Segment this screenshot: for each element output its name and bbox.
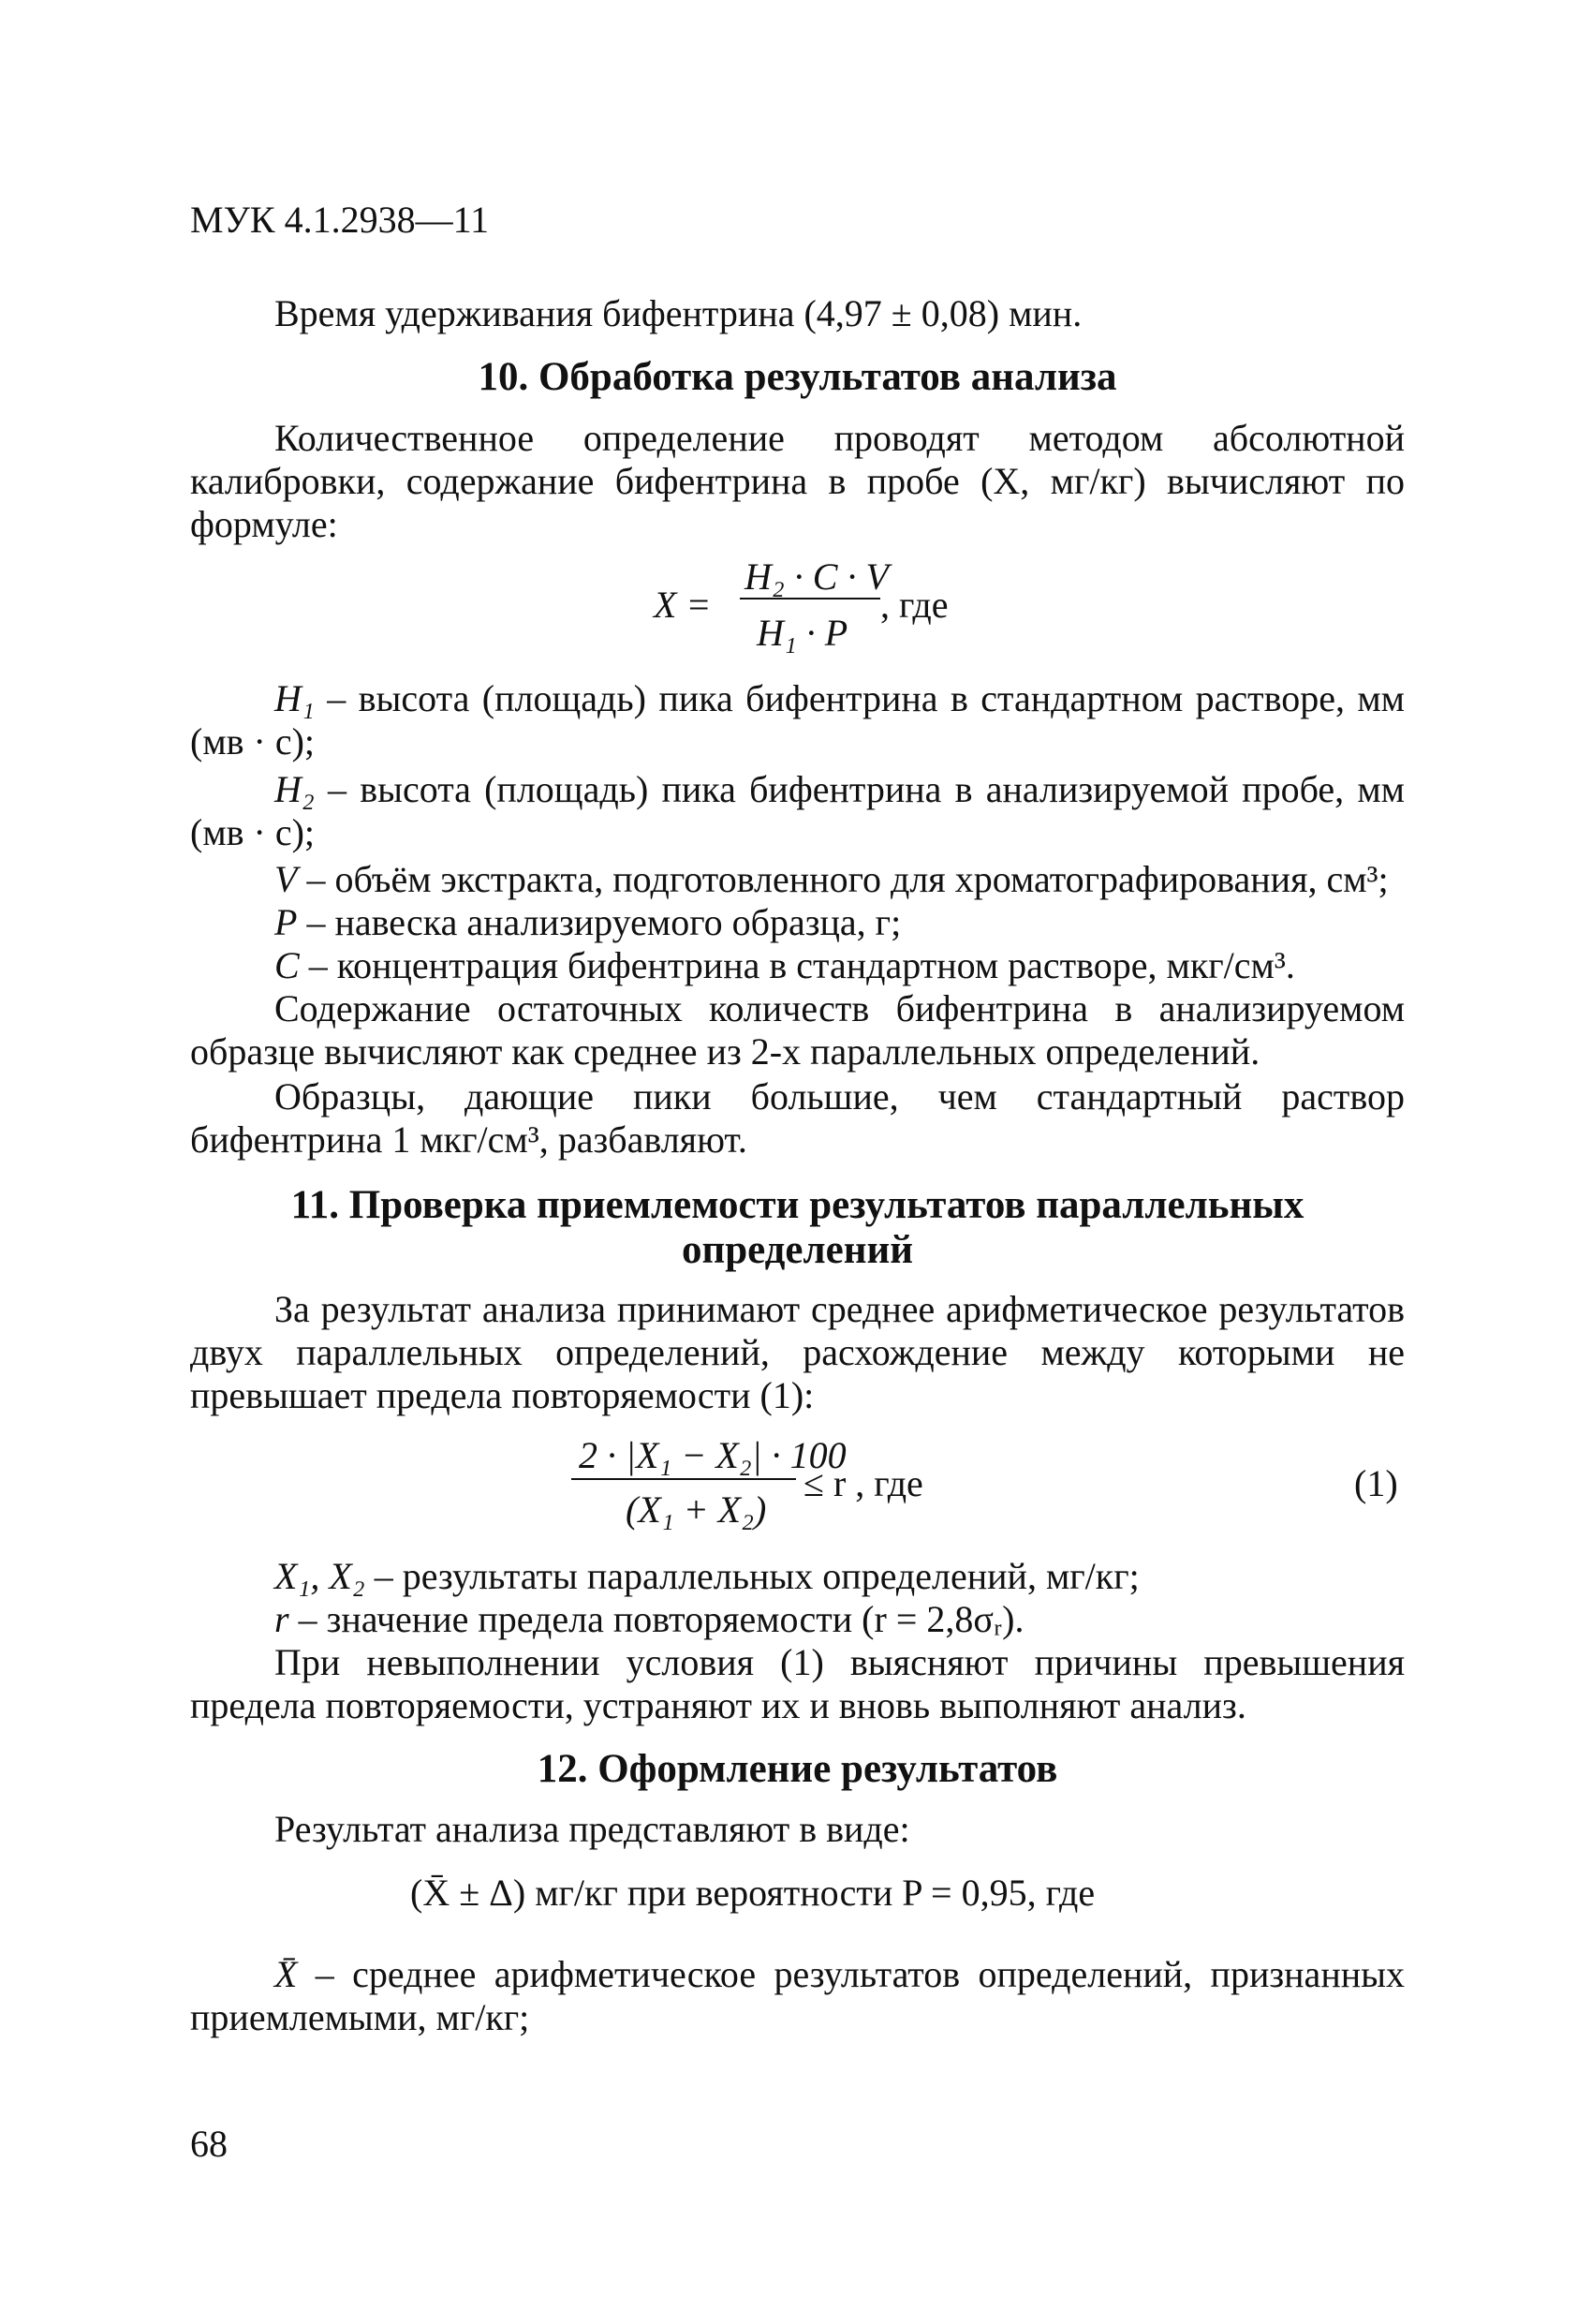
definition-v: V – объём экстракта, подготовленного для хроматографирования, см³; — [274, 858, 1389, 900]
definition-h1: H₁ – высота (площадь) пика бифентрина в стандартном растворе, мм (мв · с); — [190, 677, 1405, 762]
section-10-title: 10. Обработка результатов анализа — [478, 355, 1117, 399]
section-10-intro: Количественное определение проводят методом абсолютной калибровки, содержание бифентрина в пробе (X, мг/кг) вычисляют по формуле: — [190, 417, 1405, 545]
symbol-x1-x2: X₁, X₂ — [274, 1555, 365, 1597]
formula-x-denominator: H₁ · P — [757, 612, 848, 654]
definition-x1-x2: X₁, X₂ – результаты параллельных определений, мг/кг; — [274, 1555, 1140, 1597]
section-11-title-line2: определений — [681, 1228, 914, 1272]
definition-h2: H₂ – высота (площадь) пика бифентрина в анализируемой пробе, мм (мв · с); — [190, 768, 1405, 853]
symbol-c: C — [274, 944, 300, 986]
fraction-bar — [571, 1478, 796, 1480]
symbol-h2: H₂ — [274, 768, 315, 810]
formula-1-suffix: ≤ r , где — [803, 1462, 923, 1504]
paragraph-mean: Содержание остаточных количеств бифентрина в анализируемом образце вычисляют как среднее из 2-х параллельных определений. — [190, 987, 1405, 1073]
formula-x-numerator: H₂ · C · V — [744, 555, 889, 598]
section-11-intro: За результат анализа принимают среднее арифметическое результатов двух параллельных определений, расхождение между которыми не превышает предела повторяемости (1): — [190, 1288, 1405, 1416]
paragraph-dilute: Образцы, дающие пики большие, чем стандартный раствор бифентрина 1 мкг/см³, разбавляют. — [190, 1075, 1405, 1161]
formula-x-lhs: X = — [654, 584, 712, 626]
section-11-title-line1: 11. Проверка приемлемости результатов параллельных — [290, 1183, 1305, 1227]
symbol-v: V — [274, 858, 298, 900]
formula-1-number: (1) — [1354, 1462, 1398, 1504]
retention-time-text: Время удерживания бифентрина (4,97 ± 0,08) мин. — [274, 292, 1083, 334]
formula-1-numerator: 2 · |X₁ − X₂| · 100 — [579, 1434, 847, 1476]
definition-p: P – навеска анализируемого образца, г; — [274, 901, 902, 943]
paragraph-condition-fail: При невыполнении условия (1) выясняют причины превышения предела повторяемости, устраняют их и вновь выполняют анализ. — [190, 1641, 1405, 1726]
formula-x-suffix: , где — [880, 584, 949, 626]
symbol-p: P — [274, 901, 298, 943]
symbol-x-mean: X̄ — [274, 1953, 298, 1995]
symbol-r: r — [274, 1598, 289, 1640]
formula-1-denominator: (X₁ + X₂) — [626, 1488, 767, 1531]
document-code: МУК 4.1.2938—11 — [190, 199, 490, 241]
definition-r: r – значение предела повторяемости (r = 2,8σᵣ). — [274, 1598, 1024, 1640]
definition-c: C – концентрация бифентрина в стандартном растворе, мкг/см³. — [274, 944, 1295, 986]
page-number: 68 — [190, 2123, 228, 2165]
section-12-intro: Результат анализа представляют в виде: — [274, 1808, 910, 1850]
section-12-title: 12. Оформление результатов — [537, 1747, 1058, 1791]
result-formula: (X̄ ± Δ) мг/кг при вероятности P = 0,95, где — [410, 1872, 1096, 1914]
definition-x-mean: X̄ – среднее арифметическое результатов определений, признанных приемлемыми, мг/кг; — [190, 1953, 1405, 2038]
symbol-h1: H₁ — [274, 677, 315, 719]
